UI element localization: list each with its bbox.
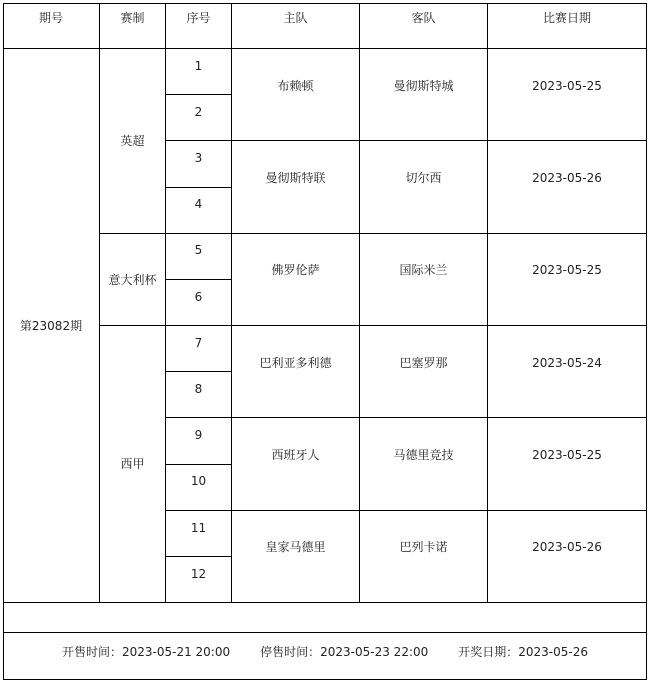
league-cell: 西甲 [120,457,145,471]
header-period: 期号 [38,11,63,25]
away-team-cell: 马德里竞技 [393,448,454,462]
number-cell: 5 [194,243,203,257]
number-cell: 12 [190,567,207,581]
home-team-cell: 巴利亚多利德 [259,356,332,370]
number-cell: 11 [190,521,207,535]
away-team-cell: 国际米兰 [399,263,448,277]
match-date-cell: 2023-05-25 [532,79,602,93]
sale-stop-time: 停售时间：2023-05-23 22:00 [260,644,429,659]
match-date-cell: 2023-05-25 [532,263,602,277]
number-cell: 9 [194,428,203,442]
header-away: 客队 [411,11,436,25]
match-date-cell: 2023-05-25 [532,448,602,462]
period-cell: 第23082期 [19,318,83,333]
home-team-cell: 皇家马德里 [265,540,326,554]
home-team-cell: 佛罗伦萨 [271,263,320,277]
away-team-cell: 巴塞罗那 [399,356,448,370]
number-cell: 8 [194,382,203,396]
sale-info-footer [3,635,647,667]
draw-date: 开奖日期：2023-05-26 [458,644,589,659]
number-cell: 7 [194,336,203,350]
match-date-cell: 2023-05-24 [532,356,602,370]
number-cell: 6 [194,290,203,304]
league-cell: 英超 [120,134,145,148]
away-team-cell: 巴列卡诺 [399,540,448,554]
number-cell: 4 [194,197,203,211]
match-date-cell: 2023-05-26 [532,540,602,554]
schedule-table [3,3,647,680]
header-date: 比赛日期 [542,11,591,25]
home-team-cell: 曼彻斯特联 [265,171,326,185]
away-team-cell: 切尔西 [405,171,442,185]
header-number: 序号 [186,11,211,25]
match-date-cell: 2023-05-26 [532,171,602,185]
away-team-cell: 曼彻斯特城 [393,79,454,93]
home-team-cell: 西班牙人 [271,448,320,462]
number-cell: 2 [194,105,203,119]
header-home: 主队 [283,11,308,25]
league-cell: 意大利杯 [108,272,157,287]
home-team-cell: 布赖顿 [277,79,314,93]
sale-start-time: 开售时间：2023-05-21 20:00 [61,644,231,659]
header-league: 赛制 [120,11,145,25]
number-cell: 10 [190,474,207,488]
number-cell: 1 [194,59,203,73]
number-cell: 3 [194,151,203,165]
